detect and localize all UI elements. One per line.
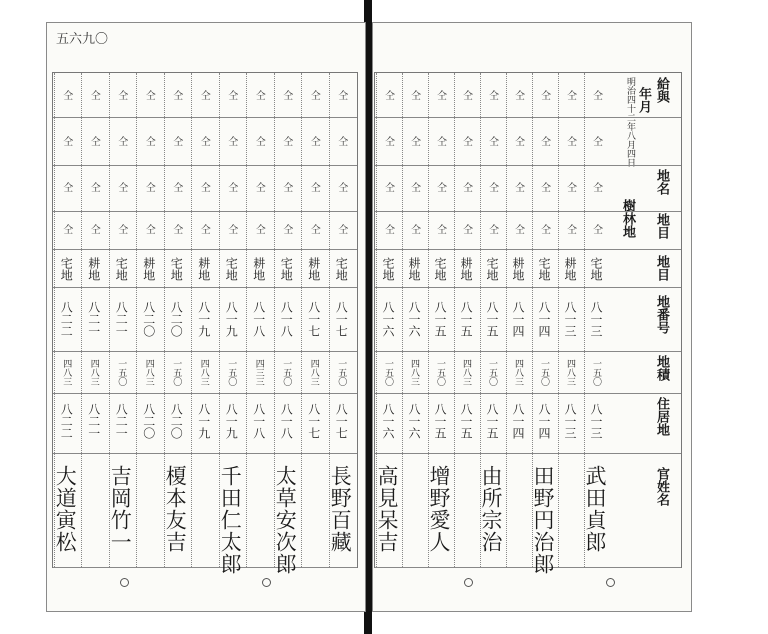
ditto-mark: 仝 [118,183,129,194]
cell-address: 八一九 [224,403,239,439]
header-nengetsu: 年月 [636,87,651,113]
ditto-mark: 仝 [63,183,74,194]
binding-hole [606,578,615,587]
grid-row-line [53,165,357,166]
cell-banchi: 八一六 [407,301,421,337]
cell-banchi: 八一六 [381,301,395,337]
ditto-mark: 仝 [411,91,421,102]
ditto-mark: 仝 [173,91,184,102]
ditto-mark: 仝 [567,91,577,102]
cell-name: 長野百藏 [328,465,353,553]
row-label-banchi: 地番号 [654,295,669,334]
cell-area: 四八三 [565,359,575,386]
cell-jimoku: 耕地 [196,257,211,281]
grid-row-line [375,351,681,352]
cell-jimoku: 宅地 [59,257,74,281]
ditto-mark: 仝 [118,225,129,236]
ditto-mark: 仝 [63,91,74,102]
ditto-mark: 仝 [385,91,395,102]
ditto-mark: 仝 [463,137,473,148]
ditto-mark: 仝 [411,137,421,148]
grid-row-line [53,351,357,352]
grid-column-line [402,73,403,567]
ditto-mark: 仝 [338,225,349,236]
cell-name: 田野円治郎 [531,465,555,575]
ditto-mark: 仝 [283,91,294,102]
cell-area: 一五〇 [226,359,237,386]
cell-address: 八一七 [306,403,321,439]
cell-address: 八二〇 [141,403,156,439]
ditto-mark: 仝 [515,225,525,236]
cell-jimoku: 宅地 [485,257,499,281]
grid-column-line [191,73,192,567]
cell-address: 八一四 [511,403,525,439]
ditto-mark: 仝 [310,183,321,194]
ditto-mark: 仝 [338,91,349,102]
cell-jimoku: 耕地 [141,257,156,281]
cell-banchi: 八一四 [511,301,525,337]
right-register-grid [374,72,682,575]
cell-address: 八一三 [589,403,603,439]
grid-row-line [53,287,357,288]
ditto-mark: 仝 [437,225,447,236]
grid-row-line [53,211,357,212]
cell-area: 四八三 [88,359,99,386]
grid-row-line [375,211,681,212]
cell-area: 一五〇 [591,359,601,386]
ditto-mark: 仝 [200,91,211,102]
cell-jimoku: 耕地 [563,257,577,281]
ditto-mark: 仝 [411,183,421,194]
cell-banchi: 八二〇 [169,301,184,337]
cell-jimoku: 宅地 [537,257,551,281]
ditto-mark: 仝 [310,137,321,148]
cell-area: 一五〇 [435,359,445,386]
ditto-mark: 仝 [310,91,321,102]
cell-jimoku: 宅地 [114,257,129,281]
grid-row-line [375,453,681,454]
header-chimei: 地名 [654,169,669,195]
ditto-mark: 仝 [489,91,499,102]
cell-area: 一五〇 [336,359,347,386]
binding-hole [262,578,271,587]
cell-jimoku: 耕地 [86,257,101,281]
cell-address: 八一五 [459,403,473,439]
ditto-mark: 仝 [145,225,156,236]
cell-banchi: 八一七 [334,301,349,337]
ditto-mark: 仝 [228,183,239,194]
grid-row-line [53,249,357,250]
ditto-mark: 仝 [90,91,101,102]
ditto-mark: 仝 [489,225,499,236]
ditto-mark: 仝 [145,137,156,148]
cell-area: 四八三 [409,359,419,386]
ditto-mark: 仝 [463,225,473,236]
grid-column-line [246,73,247,567]
page-corner-mark: 五六九〇 [56,32,109,47]
cell-area: 一五〇 [539,359,549,386]
ditto-mark: 仝 [310,225,321,236]
row-label-jimoku: 地目 [654,255,669,281]
cell-banchi: 八一七 [306,301,321,337]
binding-hole [464,578,473,587]
ditto-mark: 仝 [385,137,395,148]
ditto-mark: 仝 [338,183,349,194]
ditto-mark: 仝 [63,225,74,236]
cell-jimoku: 耕地 [511,257,525,281]
grid-row-line [53,453,357,454]
cell-banchi: 八二一 [114,301,129,337]
ditto-mark: 仝 [489,137,499,148]
cell-name: 增野愛人 [427,465,451,553]
cell-address: 八一八 [251,403,266,439]
cell-jimoku: 耕地 [251,257,266,281]
ditto-mark: 仝 [541,91,551,102]
grid-row-line [53,393,357,394]
ditto-mark: 仝 [173,137,184,148]
cell-area: 四三三 [253,359,264,386]
ditto-mark: 仝 [255,91,266,102]
ditto-mark: 仝 [515,137,525,148]
cell-address: 八一九 [196,403,211,439]
ditto-mark: 仝 [145,183,156,194]
cell-banchi: 八一三 [563,301,577,337]
ditto-mark: 仝 [593,183,603,194]
cell-area: 四八三 [513,359,523,386]
cell-banchi: 八一五 [459,301,473,337]
ditto-mark: 仝 [90,225,101,236]
ditto-mark: 仝 [593,225,603,236]
cell-name: 吉岡竹一 [108,465,133,553]
cell-jimoku: 宅地 [381,257,395,281]
cell-address: 八一七 [334,403,349,439]
row-label-address: 住居地 [654,397,669,436]
ditto-mark: 仝 [338,137,349,148]
left-register-grid [52,72,358,575]
ditto-mark: 仝 [437,91,447,102]
ditto-mark: 仝 [118,91,129,102]
ditto-mark: 仝 [173,225,184,236]
ditto-mark: 仝 [515,91,525,102]
cell-banchi: 八一八 [279,301,294,337]
cell-address: 八一三 [563,403,577,439]
header-chimoku-title: 地目 [654,213,669,239]
ditto-mark: 仝 [437,183,447,194]
cell-banchi: 八二二 [59,301,74,337]
ditto-mark: 仝 [118,137,129,148]
cell-name: 太草安次郎 [273,465,298,575]
cell-name: 大道寅松 [53,465,78,553]
ditto-mark: 仝 [593,137,603,148]
ditto-mark: 仝 [437,137,447,148]
cell-area: 一五〇 [171,359,182,386]
cell-address: 八一八 [279,403,294,439]
cell-address: 八二一 [86,403,101,439]
cell-address: 八二二 [59,403,74,439]
cell-area: 四八三 [61,359,72,386]
grid-row-line [375,249,681,250]
cell-jimoku: 宅地 [224,257,239,281]
ditto-mark: 仝 [200,225,211,236]
cell-area: 四八三 [198,359,209,386]
cell-banchi: 八一三 [589,301,603,337]
grid-row-line [375,393,681,394]
ditto-mark: 仝 [567,225,577,236]
grid-column-line [558,73,559,567]
ditto-mark: 仝 [283,137,294,148]
cell-name: 榎本友吉 [163,465,188,553]
cell-area: 一五〇 [383,359,393,386]
cell-jimoku: 宅地 [334,257,349,281]
cell-banchi: 八二一 [86,301,101,337]
binding-hole [120,578,129,587]
cell-area: 一五〇 [281,359,292,386]
cell-banchi: 八一四 [537,301,551,337]
ditto-mark: 仝 [228,91,239,102]
ditto-mark: 仝 [463,91,473,102]
ditto-mark: 仝 [463,183,473,194]
ditto-mark: 仝 [200,137,211,148]
cell-name: 由所宗治 [479,465,503,553]
grid-row-line [53,567,357,568]
cell-jimoku: 宅地 [589,257,603,281]
cell-area: 一五〇 [487,359,497,386]
cell-jimoku: 宅地 [279,257,294,281]
cell-jimoku: 耕地 [306,257,321,281]
grid-row-line [375,117,681,118]
cell-address: 八一六 [407,403,421,439]
cell-jimoku: 宅地 [169,257,184,281]
row-label-name: 官姓名 [654,467,669,506]
row-label-area: 地積 [654,355,669,381]
ditto-mark: 仝 [145,91,156,102]
cell-name: 千田仁太郎 [218,465,243,575]
ditto-mark: 仝 [228,225,239,236]
cell-area: 一五〇 [116,359,127,386]
cell-address: 八一四 [537,403,551,439]
cell-address: 八一五 [485,403,499,439]
cell-address: 八一五 [433,403,447,439]
grid-column-line [506,73,507,567]
ditto-mark: 仝 [515,183,525,194]
ditto-mark: 仝 [567,137,577,148]
ditto-mark: 仝 [385,183,395,194]
cell-banchi: 八一五 [485,301,499,337]
cell-name: 武田貞郎 [583,465,607,553]
cell-banchi: 八一五 [433,301,447,337]
grid-column-line [81,73,82,567]
header-chimoku-value: 樹林地 [620,199,635,238]
cell-area: 四八三 [143,359,154,386]
cell-banchi: 八一九 [196,301,211,337]
cell-jimoku: 耕地 [407,257,421,281]
ditto-mark: 仝 [593,91,603,102]
cell-name: 高見呆吉 [375,465,399,553]
ditto-mark: 仝 [255,137,266,148]
cell-jimoku: 宅地 [433,257,447,281]
cell-banchi: 八二〇 [141,301,156,337]
grid-column-line [454,73,455,567]
cell-address: 八一六 [381,403,395,439]
ditto-mark: 仝 [173,183,184,194]
ditto-mark: 仝 [63,137,74,148]
grid-column-line [136,73,137,567]
ditto-mark: 仝 [90,183,101,194]
ditto-mark: 仝 [200,183,211,194]
ditto-mark: 仝 [541,183,551,194]
cell-area: 四八三 [308,359,319,386]
ditto-mark: 仝 [283,183,294,194]
grid-row-line [375,287,681,288]
cell-banchi: 八一九 [224,301,239,337]
ditto-mark: 仝 [255,225,266,236]
grid-column-line [301,73,302,567]
cell-banchi: 八一八 [251,301,266,337]
ditto-mark: 仝 [283,225,294,236]
header-date: 明治四十二年八月四日 [625,77,635,167]
ditto-mark: 仝 [541,137,551,148]
header-kyuyo: 給與 [654,77,669,103]
grid-row-line [375,165,681,166]
ditto-mark: 仝 [567,183,577,194]
cell-jimoku: 耕地 [459,257,473,281]
ditto-mark: 仝 [411,225,421,236]
ditto-mark: 仝 [489,183,499,194]
ditto-mark: 仝 [541,225,551,236]
ditto-mark: 仝 [228,137,239,148]
grid-row-line [53,117,357,118]
cell-address: 八二一 [114,403,129,439]
ditto-mark: 仝 [255,183,266,194]
cell-address: 八二〇 [169,403,184,439]
ditto-mark: 仝 [90,137,101,148]
cell-area: 四八三 [461,359,471,386]
ditto-mark: 仝 [385,225,395,236]
